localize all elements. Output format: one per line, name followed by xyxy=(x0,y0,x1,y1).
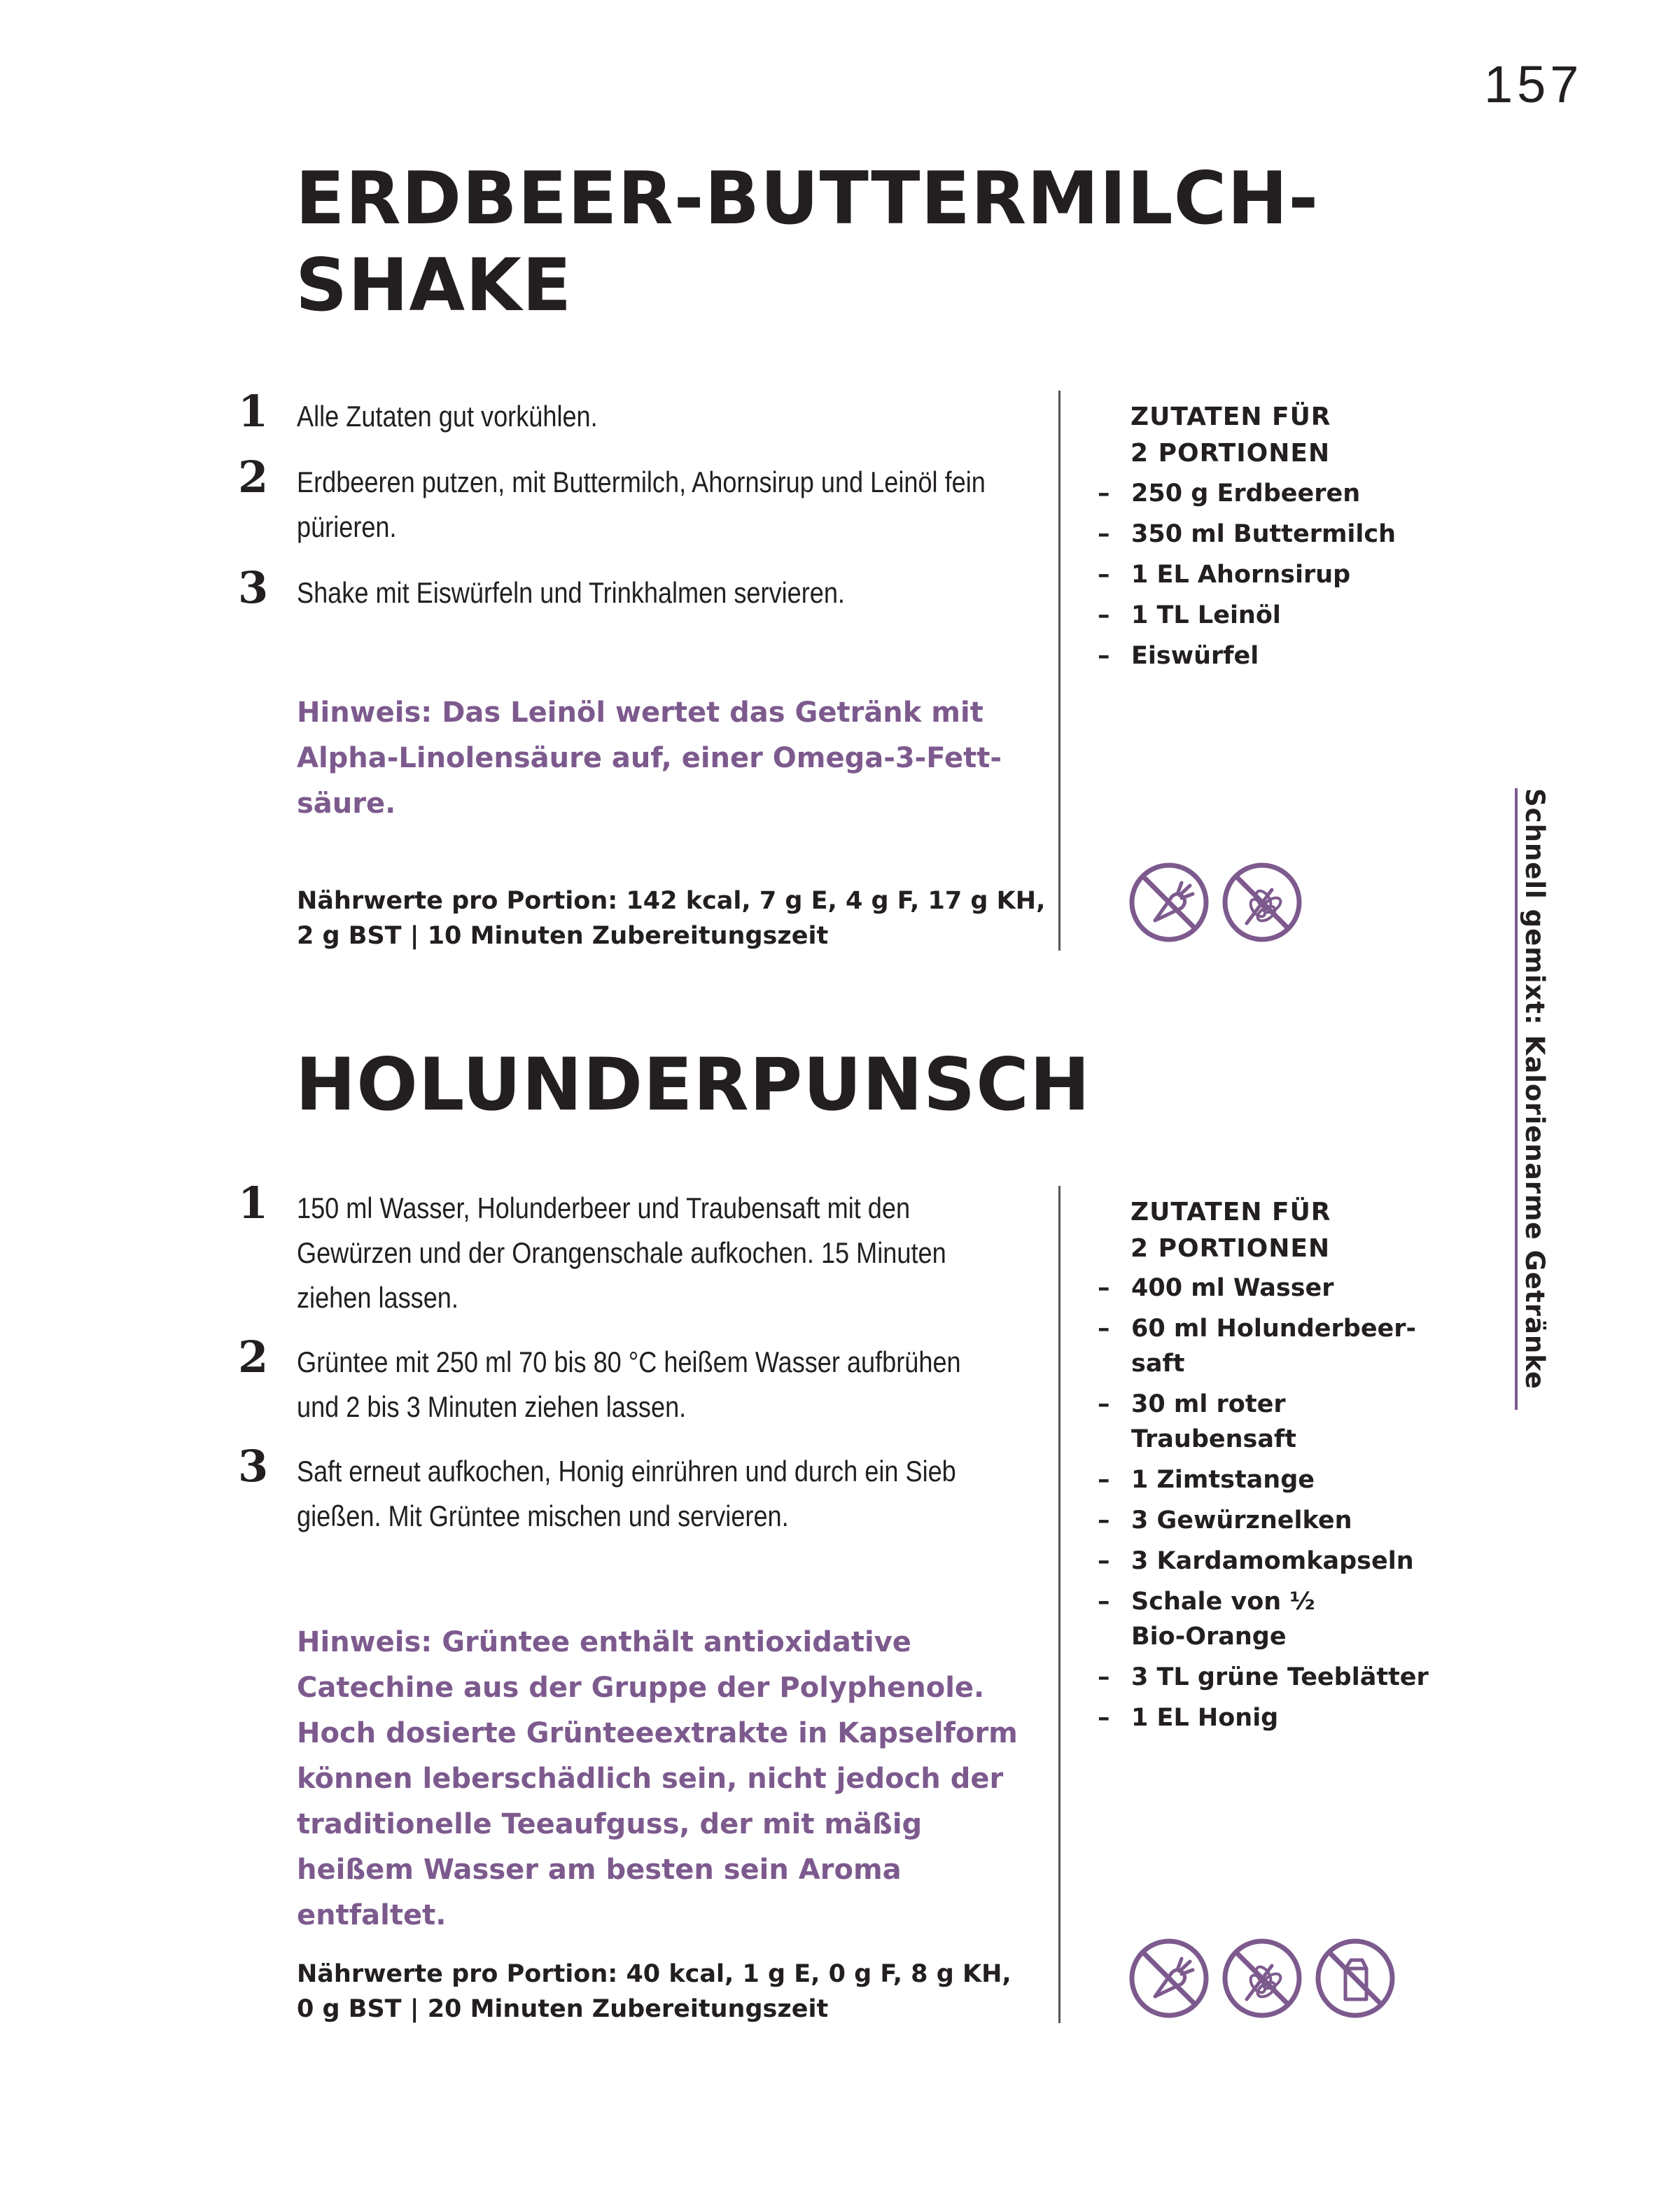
step-text: Grüntee mit 250 ml 70 bis 80 °C heißem Wasser aufbrühen und 2 bis 3 Minuten ziehen lassen. xyxy=(297,1345,961,1423)
recipe-step xyxy=(238,1177,1029,1320)
no-vegetable-icon xyxy=(1128,862,1210,943)
step-text: Shake mit Eiswürfeln und Trinkhalmen servieren. xyxy=(297,576,845,609)
recipe-title xyxy=(295,155,1319,329)
step-text: 150 ml Wasser, Holunderbeer und Traubensaft mit den Gewürzen und der Orangenschale aufkochen. 15 Minuten ziehen lassen. xyxy=(297,1191,946,1314)
ingredient-item: – Eiswürfel xyxy=(1098,642,1259,670)
ingredient-item: – 1 EL Honig xyxy=(1098,1704,1279,1732)
recipe-step xyxy=(238,386,1029,439)
ingredients-heading xyxy=(1130,399,1331,472)
ingredient-item: – 400 ml Wasser xyxy=(1098,1274,1334,1302)
step-text: Saft erneut aufkochen, Honig einrühren und durch ein Sieb gießen. Mit Grüntee mischen und servieren. xyxy=(297,1455,956,1532)
recipe-title xyxy=(295,1042,1091,1128)
ingredients-list xyxy=(1098,1271,1434,1741)
gluten-free-icon xyxy=(1222,1938,1303,2019)
ingredients-heading-line: ZUTATEN FÜR xyxy=(1130,1198,1331,1226)
step-number: 3 xyxy=(238,562,269,613)
ingredients-heading-line: 2 PORTIONEN xyxy=(1130,1234,1331,1263)
nutrition-info xyxy=(297,883,1067,953)
recipe-steps xyxy=(238,386,1029,615)
recipe-title-line: HOLUNDERPUNSCH xyxy=(295,1043,1091,1127)
recipe-title-line: ERDBEER-BUTTERMILCH- xyxy=(295,157,1320,241)
page-number: 157 xyxy=(1484,55,1583,113)
ingredient-item: – 1 TL Leinöl xyxy=(1098,601,1281,629)
ingredient-item: – 60 ml Holunderbeer-saft xyxy=(1098,1315,1417,1378)
ingredient-item: – Schale von ½ Bio-Orange xyxy=(1098,1588,1315,1651)
recipe-step xyxy=(238,1441,1029,1539)
lactose-free-icon xyxy=(1315,1938,1396,2019)
step-number: 2 xyxy=(238,1331,269,1383)
ingredient-item: – 1 EL Ahornsirup xyxy=(1098,561,1351,589)
column-divider xyxy=(1058,1186,1060,2023)
step-number: 3 xyxy=(238,1441,269,1492)
section-label xyxy=(1515,788,1554,1410)
step-number: 1 xyxy=(238,386,269,437)
gluten-free-icon xyxy=(1222,862,1303,943)
nutrition-line: Nährwerte pro Portion: 40 kcal, 1 g E, 0 g F, 8 g KH, xyxy=(297,1960,1011,1988)
ingredients-heading xyxy=(1130,1194,1331,1267)
step-number: 1 xyxy=(238,1177,269,1229)
ingredients-heading-line: ZUTATEN FÜR xyxy=(1130,403,1331,431)
recipe-step xyxy=(238,562,1029,615)
recipe-title-line: SHAKE xyxy=(295,244,573,328)
nutrition-line: Nährwerte pro Portion: 142 kcal, 7 g E, 4 g F, 17 g KH, xyxy=(297,887,1046,915)
step-text: Erdbeeren putzen, mit Buttermilch, Ahornsirup und Leinöl fein pürieren. xyxy=(297,466,986,543)
section-label-text: Schnell gemixt: Kalorienarme Getränke xyxy=(1520,788,1550,1390)
ingredient-item: – 350 ml Buttermilch xyxy=(1098,520,1396,548)
ingredient-item: – 3 Kardamomkapseln xyxy=(1098,1547,1414,1575)
nutrition-line: 0 g BST | 20 Minuten Zubereitungszeit xyxy=(297,1995,829,2023)
no-vegetable-icon xyxy=(1128,1938,1210,2019)
ingredient-item: – 3 Gewürznelken xyxy=(1098,1506,1352,1534)
ingredient-item: – 30 ml roter Traubensaft xyxy=(1098,1390,1296,1453)
column-divider xyxy=(1058,391,1060,951)
step-number: 2 xyxy=(238,452,269,503)
ingredient-item: – 3 TL grüne Teeblätter xyxy=(1098,1663,1429,1691)
ingredients-list xyxy=(1098,476,1448,679)
recipe-step xyxy=(238,452,1029,550)
ingredient-item: – 1 Zimtstange xyxy=(1098,1466,1315,1494)
ingredients-heading-line: 2 PORTIONEN xyxy=(1130,439,1331,468)
recipe-hint: Hinweis: Das Leinöl wertet das Getränk mit Alpha-Linolensäure auf, einer Omega-3-Fettsäure. xyxy=(297,697,1002,820)
diet-icons xyxy=(1128,1938,1396,2019)
recipe-step xyxy=(238,1331,1029,1429)
step-text: Alle Zutaten gut vorkühlen. xyxy=(297,400,598,433)
diet-icons xyxy=(1128,862,1303,943)
nutrition-info xyxy=(297,1957,1067,2027)
ingredient-item: – 250 g Erdbeeren xyxy=(1098,480,1361,508)
nutrition-line: 2 g BST | 10 Minuten Zubereitungszeit xyxy=(297,922,829,950)
recipe-hint: Hinweis: Grüntee enthält antioxidative Catechine aus der Gruppe der Polyphenole. Hoch dosierte Grünteeextrakte in Kapselform können leberschädlich sein, nicht jedoch der traditionelle Teeaufguss, der mit mäßig heißem Wasser am besten sein Aroma entfaltet. xyxy=(297,1626,1018,1931)
recipe-steps xyxy=(238,1177,1029,1539)
